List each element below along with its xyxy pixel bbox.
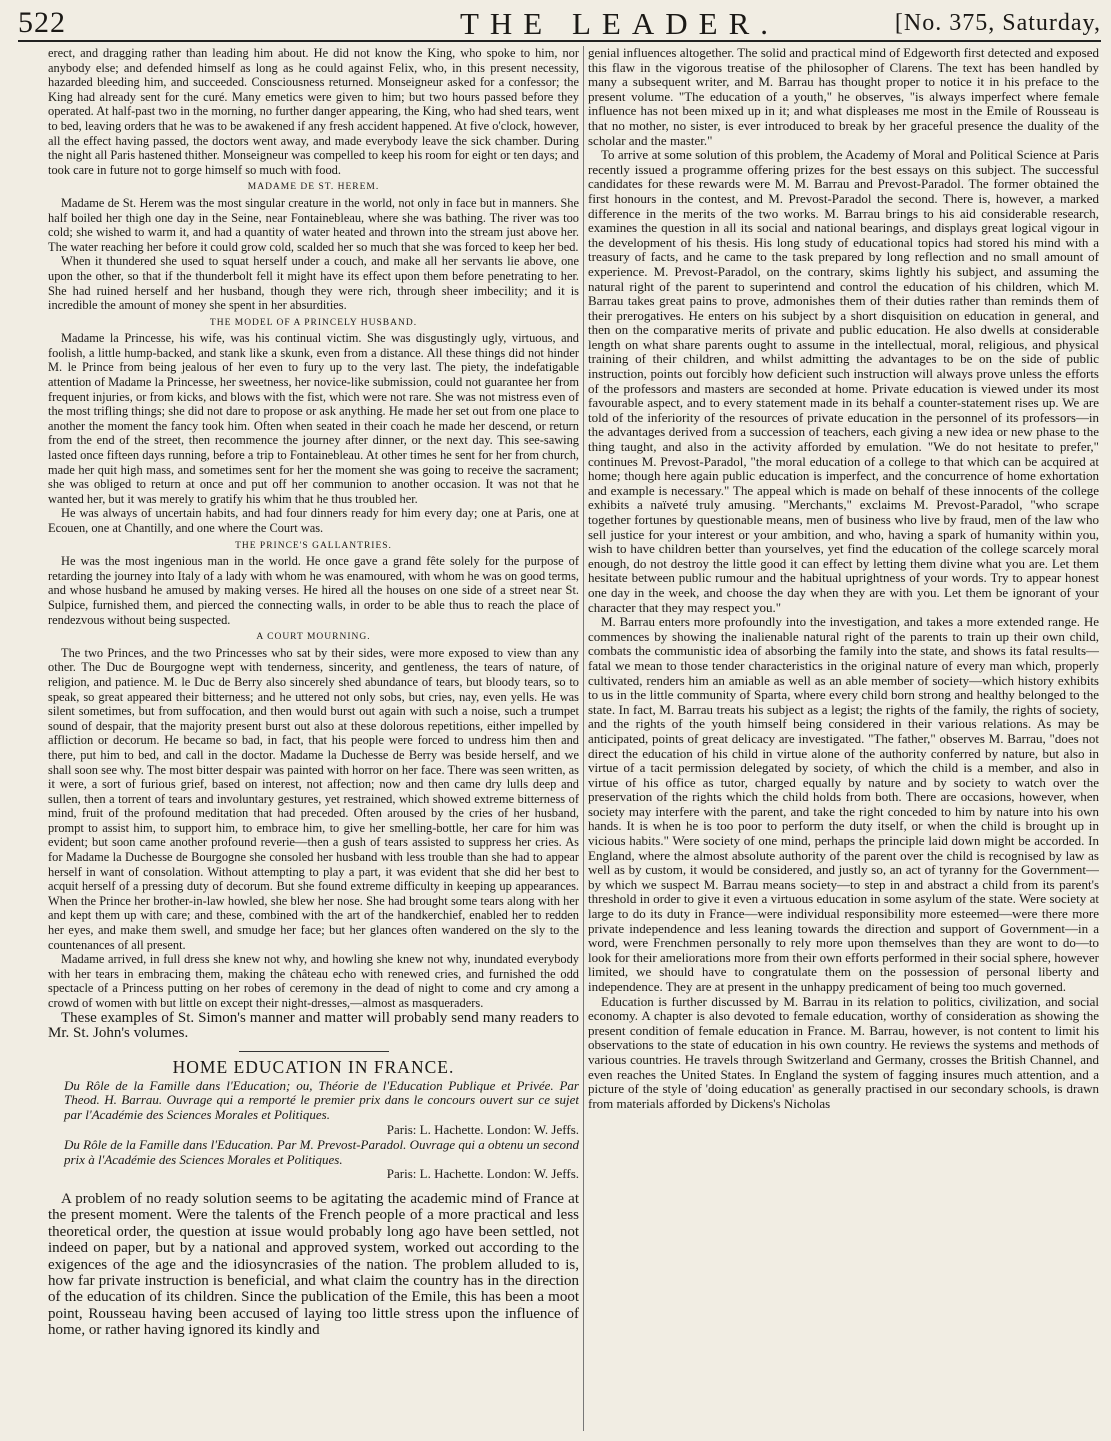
section-title: HOME EDUCATION IN FRANCE. (172, 1057, 455, 1078)
column-right (588, 46, 1099, 1436)
paragraph: When it thundered she used to squat herself under a couch, and make all her servants lie above, one upon the other, so that if the thunderbolt fell it might have its effect upon them before penetrating to her. She had ruined herself and her husband, though they were rich, through sheer imbecility; and it is incredible the amount of money she spent in her absurdities. (48, 254, 579, 313)
paragraph: Education is further discussed by M. Barrau in its relation to politics, civilization, and social economy. A chapter is also devoted to female education, worthy of consideration as showing the present condition of female education in France. M. Barrau, however, is not content to limit his observations to the state of education in his own country. He reviews the systems and methods of various countries. He travels through Switzerland and Germany, crosses the British Channel, and even reaches the United States. In England the system of fagging insures much attention, and a picture of the style of 'doing education' as generally practised in our secondary schools, is drawn from materials afforded by Dickens's Nicholas (588, 993, 1099, 1111)
paragraph: Madame arrived, in full dress she knew not why, and howling she knew not why, inundated everybody with her tears in embracing them, making the château echo with renewed cries, and furnished the odd spectacle of a Princess putting on her robes of ceremony in the dead of night to come and cry among a crowd of women with but little on except their night-dresses,—almost as masqueraders. (48, 952, 579, 1010)
page-header (18, 2, 1101, 40)
column-divider (583, 46, 584, 1431)
paragraph: He was always of uncertain habits, and had four dinners ready for him every day; one at Paris, one at Ecouen, one at Chantilly, and one where the Court was. (48, 506, 579, 535)
bibliography-entry (48, 1079, 579, 1137)
paragraph: erect, and dragging rather than leading him about. He did not know the King, who spoke to him, nor anybody else; and defended himself as long as he could against Felix, who, in this present necessity, hazarded bleeding him, and succeeded. Consciousness returned. Monseigneur asked for a confessor; the King had already sent for the curé. Many emetics were given to him; but two hours passed before they operated. At half-past two in the morning, no further danger appearing, the King, who had shed tears, went to bed, leaving orders that he was to be awakened if any fresh accident happened. At five o'clock, however, all the effect having passed, the doctors went away, and made everybody leave the sick chamber. During the night all Paris hastened thither. Monseigneur was compelled to keep his room for eight or ten days; and took care in future not to gorge himself so much with food. (48, 46, 579, 177)
bibliography-entry (48, 1138, 579, 1182)
subheading: MADAME DE ST. HEREM. (247, 182, 380, 193)
paragraph: To arrive at some solution of this problem, the Academy of Moral and Political Science at Paris recently issued a programme offering prizes for the best essays on this subject. The successful candidates for these rewards were M. M. Barrau and Prevost-Paradol. The former obtained the first honours in the contest, and M. Prevost-Paradol the second. There is, however, a marked difference in the merits of the two works. M. Barrau brings to his aid considerable research, examines the question in all its social and national bearings, and displays great logical vigour in the development of his thesis. His long study of educational topics had stored his mind with a treasury of facts, and he came to the task prepared by long reflection and no small amount of experience. M. Prevost-Paradol, on the contrary, skims lightly his subject, and assuming the natural right of the parent to superintend and control the education of his children, which M. Barrau takes great pains to prove, admonishes them of their duties rather than reminds them of their prerogatives. He enters on his subject by a short disquisition on education in general, and then on the comparative merits of private and public education. He also dwells at considerable length on what share parents ought to assume in the intellectual, moral, religious, and physical training of their children, and whilst admitting the advantages to be on the side of public instruction, points out forcibly how deficient such instruction will always prove unless the efforts of the professors and masters are seconded at home. Private education is viewed under its most favourable aspect, and to every statement made in its behalf a counter-statement rises up. We are told of the inferiority of the resources of private education in the personnel of its professors—in the advantages derived from a succession of teachers, each giving a new idea or new phase to the thing taught, and also in the activity afforded by emulation. "We do not hesitate to prefer," continues M. Prevost-Paradol, "the moral education of a college to that which can be acquired at home; though here again public education is imperfect, and the concurrence of home exhortation and example is necessary." The appeal which is made on behalf of these innocents of the college exhibits a naïveté truly amusing. "Merchants," exclaims M. Prevost-Paradol, "who scrape together fortunes by questionable means, men of business who live by fraud, men of the law who sell justice for your interest or your ambition, and who, having a spark of humanity within you, wish to have children better than yourselves, yet find the education of the college scarcely moral enough, do not destroy the little good it can effect by letting them divine what you are. Let them hesitate between public rumour and the habitual uprightness of your words. Try to appear honest one day in the week, and choose the day when they are with you. Let them be ignorant of your character that they may respect you." (588, 147, 1099, 615)
paragraph: A problem of no ready solution seems to be agitating the academic mind of France at the present moment. Were the talents of the French people of a more practical and less theoretical order, the question at issue would probably long ago have been settled, not indeed on paper, but by a national and approved system, worked out according to the exigences of the age and the idiosyncrasies of the nation. The problem alluded to is, how far private instruction is beneficial, and what claim the country has in the direction of the education of its children. Since the publication of the Emile, this has been a moot point, Rousseau having been accused of laying too little stress upon the influence of home, or rather having ignored its kindly and (48, 1190, 579, 1339)
paragraph: These examples of St. Simon's manner and matter will probably send many readers to Mr. St. John's volumes. (48, 1009, 579, 1042)
paragraph: genial influences altogether. The solid and practical mind of Edgeworth first detected and exposed this flaw in the vigorous treatise of the philosopher of Clarens. The text has been handled by many a subsequent writer, and M. Barrau has thought proper to notice it in his preface to the present volume. "The education of a youth," he observes, "is always imperfect where female influence has not been mixed up in it; and what displeases me most in the Emile of Rousseau is that no mother, no sister, is ever introduced to break by her graceful presence the duality of the scholar and the master." (588, 46, 1099, 148)
paragraph: Madame la Princesse, his wife, was his continual victim. She was disgustingly ugly, virtuous, and foolish, a little hump-backed, and stank like a skunk, even from a distance. All these things did not hinder M. le Prince from being jealous of her even to fury up to the very last. The piety, the indefatigable attention of Madame la Princesse, her sweetness, her novice-like submission, could not guarantee her from frequent injuries, or from kicks, and blows with the fist, which were not rare. She was not mistress even of the most trifling things; she did not dare to propose or ask anything. He made her set out from one place to another the moment the fancy took him. Often when seated in their coach he made her descend, or return from the end of the street, then recommence the journey after dinner, or the next day. This see-sawing lasted once fifteen days running, before a trip to Fontainebleau. At other times he sent for her from church, made her quit high mass, and sometimes sent for her the moment she was going to receive the sacrament; she was obliged to return at once and put off her communion to another occasion. It was not that he wanted her, but it was merely to gratify his whim that he thus troubled her. (48, 331, 579, 506)
paragraph: M. Barrau enters more profoundly into the investigation, and takes a more extended range. He commences by showing the inalienable natural right of the parents to train up their own child, combats the communistic idea of absorbing the family into the state, and shows its fatal results—fatal we mean to those tender characteristics in the original nature of every man which, properly cultivated, renders him an amiable as well as an able member of society—which history exhibits to us in the little community of Sparta, where every child born strong and healthy belonged to the state. In fact, M. Barrau treats his subject as a legist; the rights of the family, the rights of society, and the rights of the youth himself being considered in their various relations. As may be anticipated, points of great delicacy are investigated. "The father," observes M. Barrau, "does not direct the education of his child in virtue alone of the authority conferred by nature, but also in virtue of a tacit permission delegated by society, of which the child is a member, and also in virtue of his office as tutor, charged equally by nature and by society to watch over the preservation of the rights which the child holds from both. There are occasions, however, when society may interfere with the parent, and take the right conceded to him by nature into his own hands. It is when he is too poor to perform the duty itself, or when the child is brought up in vicious habits." Were society of one mind, perhaps the principle laid down might be accorded. In England, where the almost absolute authority of the parent over the child is recognised by law as well as by custom, it would be considered, and justly so, an act of tyranny for the Government—by which we suspect M. Barrau means society—to step in and abstract a child from its parent's threshold in order to give it even a virtuous education in some asylum of the state. Were society at large to do its duty in France—were individual responsibility more esteemed—were there more private independence and less leaning towards the direction and support of Government—in a word, were Frenchmen personally to rely more upon themselves than they are wont to do—to look for their ameliorations more from their own efforts performed in their social sphere, however limited, we should have to congratulate them on the possession of personal liberty and independence. They are at present in the unhappy predicament of being too much governed. (588, 614, 1099, 994)
issue-number: [No. 375, Saturday, (894, 10, 1101, 36)
paragraph: Madame de St. Herem was the most singular creature in the world, not only in face but in manners. She half boiled her thigh one day in the Seine, near Fontainebleau, where she was bathing. The river was too cold; she wished to warm it, and had a quantity of water heated and thrown into the stream just above her. The water reaching her before it could grow cold, scalded her so much that she was forced to keep her bed. (48, 195, 579, 254)
paragraph: The two Princes, and the two Princesses who sat by their sides, were more exposed to view than any other. The Duc de Bourgogne wept with tenderness, sincerity, and gentleness, the tears of nature, of religion, and patience. M. le Duc de Berry also sincerely shed abundance of tears, but bloody tears, so to speak, so great appeared their bitterness; and he uttered not only sobs, but cries, nay, even yells. He was silent sometimes, but from suffocation, and then would burst out again with such a noise, such a trumpet sound of despair, that the majority present burst out also at these dolorous repetitions, either impelled by affliction or decorum. He became so bad, in fact, that his people were forced to undress him then and there, put him to bed, and call in the doctor. Madame la Duchesse de Berry was beside herself, and we shall soon see why. The most bitter despair was painted with horror on her face. There was seen written, as it were, a sort of furious grief, based on interest, not affection; now and then came dry lulls deep and sullen, then a torrent of tears and involuntary gestures, yet restrained, which showed extreme bitterness of mind, fruit of the profound meditation that had preceded. Often aroused by the cries of her husband, prompt to assist him, to support him, to embrace him, to give her smelling-bottle, her care for him was evident; but soon came another profound reverie—then a gush of tears assisted to suppress her cries. As for Madame la Duchesse de Bourgogne she consoled her husband with less trouble than she had to appear herself in want of consolation. Without attempting to play a part, it was evident that she did her best to acquit herself of a pressing duty of decorum. But she found extreme difficulty in keeping up appearances. When the Prince her brother-in-law howled, she blew her nose. She had brought some tears along with her and kept them up with care; and these, combined with the art of the handkerchief, enabled her to redden her eyes, and make them swell, and smudge her face; but her glances often wandered on the sly to the countenances of all present. (48, 645, 579, 952)
paragraph: He was the most ingenious man in the world. He once gave a grand fête solely for the purpose of retarding the journey into Italy of a lady with whom he was enamoured, with whom he was on good terms, and whose husband he amused by making verses. He hired all the houses on one side of a street near St. Sulpice, furnished them, and pierced the connecting walls, in order to be able thus to reach the place of rendezvous without being suspected. (48, 554, 579, 627)
bib-publisher: Paris: L. Hachette. London: W. Jeffs. (386, 1166, 579, 1182)
subheading: THE MODEL OF A PRINCELY HUSBAND. (209, 317, 418, 328)
bib-text: Du Rôle de la Famille dans l'Education. Par M. Prevost-Paradol. Ouvrage qui a obtenu un second prix à l'Académie des Sciences Morales et Politiques. (64, 1137, 579, 1167)
column-left (48, 46, 579, 1436)
masthead-title: THE LEADER. (459, 6, 780, 41)
subheading: THE PRINCE'S GALLANTRIES. (235, 540, 392, 551)
subheading: A COURT MOURNING. (256, 632, 371, 643)
section-rule (239, 1051, 389, 1052)
bib-text: Du Rôle de la Famille dans l'Education; ou, Théorie de l'Education Publique et Privée. Par Theod. H. Barrau. Ouvrage qui a remporté le premier prix dans le concours ouvert sur ce sujet par l'Académie des Sciences Morales et Politiques. (64, 1077, 579, 1122)
header-rule (18, 40, 1101, 42)
bib-publisher: Paris: L. Hachette. London: W. Jeffs. (386, 1121, 579, 1137)
page-number: 522 (18, 6, 66, 39)
